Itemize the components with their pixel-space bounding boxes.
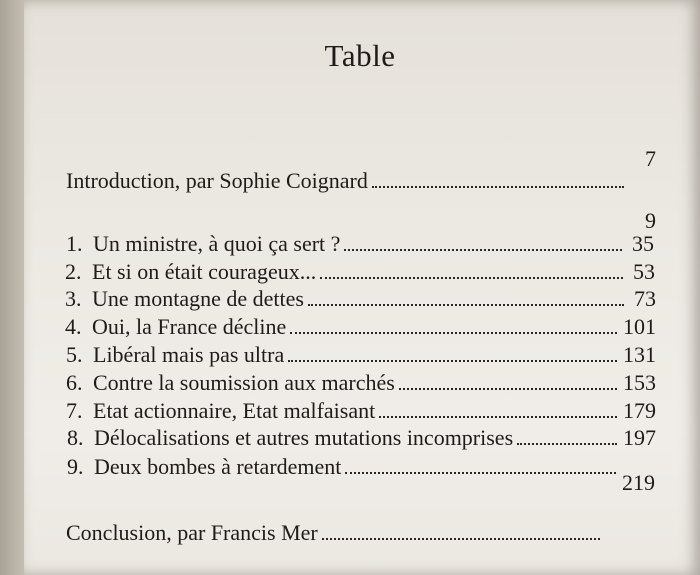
toc-entry-label: Une montagne de dettes <box>92 286 304 311</box>
toc-entry-label: Libéral mais pas ultra <box>93 342 285 367</box>
toc-entry-conclusion <box>66 520 606 554</box>
toc-entry-number: 5. <box>66 342 83 367</box>
toc-entry-chapter-9 <box>67 454 655 495</box>
toc-entry-label: Oui, la France décline <box>92 314 287 339</box>
toc-entry-chapter-4 <box>65 314 656 340</box>
leader-dots <box>344 249 622 251</box>
toc-entry-introduction <box>66 146 656 194</box>
toc-entry-label: Etat actionnaire, Etat malfaisant <box>93 398 376 423</box>
page-title: Table <box>324 38 396 73</box>
leader-dots <box>379 416 617 418</box>
toc-entry-chapter-8 <box>67 425 656 451</box>
leader-dots <box>288 360 617 362</box>
toc-entry-page: 35 <box>632 231 654 256</box>
toc-entry-page: 7 <box>645 146 656 171</box>
leader-dots <box>399 388 617 390</box>
leader-dots <box>345 472 616 474</box>
toc-entry-page: 179 <box>623 398 656 423</box>
toc-entry-number: 1. <box>66 231 83 256</box>
toc-entry-page: 131 <box>623 342 656 367</box>
toc-entry-label: Et si on était courageux... <box>92 259 317 284</box>
toc-entry-number: 2. <box>65 259 82 284</box>
toc-entry-page: 219 <box>622 470 655 495</box>
leader-dots <box>372 186 624 188</box>
toc-entry-chapter-5 <box>66 342 656 368</box>
toc-entry-chapter-2 <box>65 259 655 285</box>
toc-entry-label: Contre la soumission aux marchés <box>93 370 395 395</box>
toc-entry-chapter-3 <box>65 286 656 312</box>
toc-entry-label: Un ministre, à quoi ça sert ? <box>93 231 341 256</box>
leader-dots <box>290 332 617 334</box>
toc-entry-label: Introduction, par Sophie Coignard <box>66 168 368 193</box>
toc-entry-chapter-7 <box>66 398 656 424</box>
toc-entry-label: Deux bombes à retardement <box>94 454 342 479</box>
toc-entry-number: 7. <box>66 398 83 423</box>
toc-entry-label: Délocalisations et autres mutations incomprises <box>94 425 514 450</box>
toc-entry-number: 8. <box>67 425 84 450</box>
toc-entry-page: 53 <box>633 259 655 284</box>
toc-entry-page: 153 <box>623 370 656 395</box>
toc-entry-page: 73 <box>634 286 656 311</box>
leader-dots <box>322 538 600 540</box>
leader-dots <box>517 443 617 445</box>
toc-entry-number: 9. <box>67 454 84 479</box>
toc-entry-number: 6. <box>66 370 83 395</box>
toc-entry-label: Conclusion, par Francis Mer <box>66 520 318 545</box>
toc-entry-number: 4. <box>65 314 82 339</box>
toc-entry-chapter-6 <box>66 370 656 396</box>
show-through-text <box>84 2 644 22</box>
toc-entry-chapter-1 <box>66 231 654 257</box>
toc-entry-page: 101 <box>623 314 656 339</box>
toc-entry-page: 9 <box>645 208 656 233</box>
toc-entry-number: 3. <box>65 286 82 311</box>
toc-entry-page: 197 <box>623 425 656 450</box>
leader-dots <box>308 304 624 306</box>
leader-dots <box>320 277 623 279</box>
